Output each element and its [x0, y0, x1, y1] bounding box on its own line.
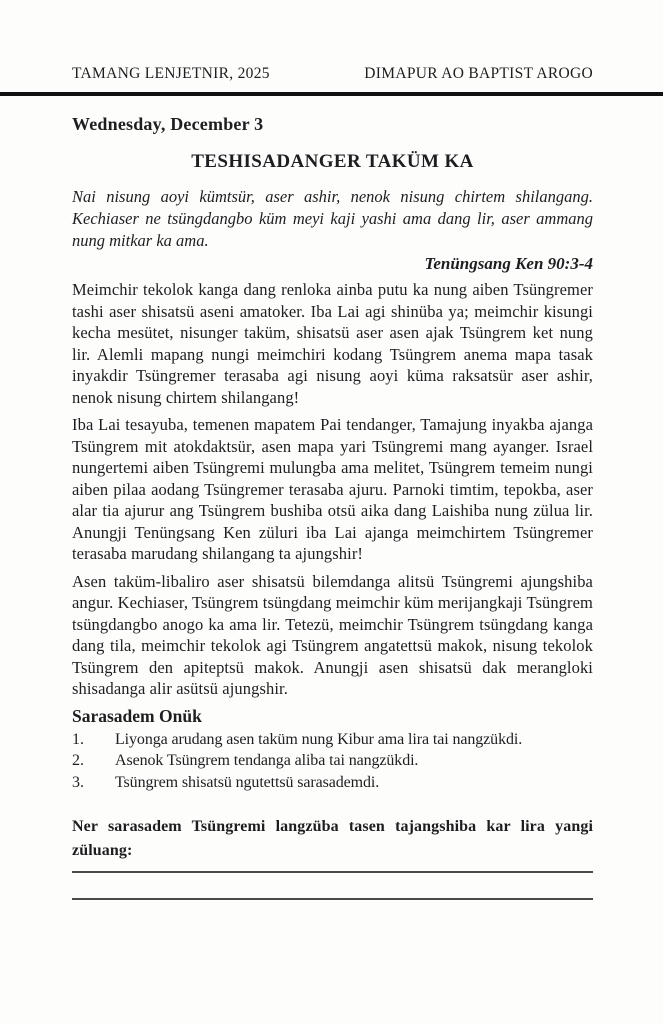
item-text: Tsüngrem shisatsü ngutettsü sarasademdi. [115, 773, 380, 791]
date-heading: Wednesday, December 3 [72, 114, 264, 134]
list-item [72, 750, 593, 772]
devotion-paragraph-1: Meimchir tekolok kanga dang renloka ainba putu ka nung aiben Tsüngremer tashi aser shisatsü aseni amatoker. Iba Lai agi shinüba ya; meimchir kisungi kecha mesütet, nisunger taküm, shisatsü aser asen ajak Tsüngrem ket nung lir. Alemli mapang nungi meimchiri kodang Tsüngrem anema mapa tasak inyakdir Tsüngremer terasaba agi nisung aoyi küma raksatsür aser ashir, nenok nisung chirtem shilangang! [72, 280, 593, 407]
devotion-paragraph-2: Iba Lai tesayuba, temenen mapatem Pai tendanger, Tamajung inyakba ajanga Tsüngrem mit atokdaktsür, asen mapa yari Tsüngremi mang ayanger. Israel nungertemi aiben Tsüngremi mulungba ama melitet, Tsüngrem temeim nungi aiben pilaa aodang Tsüngremer terasaba ajuru. Parnoki timtim, tepokba, aser alar tia ajurur ang Tsüngrem bushiba otsü aika dang Laishiba nung zülua lir. Anungji Tenüngsang Ken züluri iba Lai ajanga meimchirtem Tsüngremer terasaba marudang shilangang ta ajungshir! [72, 415, 593, 563]
list-item [72, 772, 593, 794]
writing-line-1 [72, 871, 593, 873]
reflection-heading: Sarasadem Onük [72, 705, 202, 726]
item-text: Asenok Tsüngrem tendanga aliba tai nangzükdi. [115, 752, 419, 769]
response-prompt: Ner sarasadem Tsüngremi langzüba tasen tajangshiba kar lira yangi züluang: [72, 818, 593, 859]
item-number: 2. [72, 752, 84, 769]
item-number: 3. [72, 773, 84, 791]
item-text: Liyonga arudang asen taküm nung Kibur ama lira tai nangzükdi. [115, 730, 523, 748]
devotion-title: TESHISADANGER TAKÜM KA [191, 151, 474, 172]
reflection-list [72, 729, 593, 794]
list-item [72, 729, 593, 751]
organization-name: DIMAPUR AO BAPTIST AROGO [364, 65, 593, 82]
writing-line-2 [72, 898, 593, 900]
journal-name: TAMANG LENJETNIR, 2025 [72, 65, 270, 82]
header-rule [0, 92, 663, 96]
devotion-paragraph-3: Asen taküm-libaliro aser shisatsü bilemdanga alitsü Tsüngremi ajungshiba angur. Kechiaser, Tsüngrem tsüngdang meimchir küm merijangkaji Tsüngrem tsüngdangbo anogo ka ama lir. Tetezü, meimchir Tsüngrem tsüngdang kanga dang tila, meimchir tekolok agi Tsüngrem angatettsü makok, nisung tekolok Tsüngrem den apiteptsü makok. Anungji asen shisatsü dak merangloki shisadanga alir asütsü ajungshir. [72, 571, 593, 698]
page-header [0, 64, 663, 83]
item-number: 1. [72, 730, 84, 748]
scripture-quote: Nai nisung aoyi kümtsür, aser ashir, nenok nisung chirtem shilangang. Kechiaser ne tsüngdangbo küm meyi kaji yashi ama dang lir, aser ammang nung mitkar ka ama. [72, 187, 593, 250]
scripture-reference: Tenüngsang Ken 90:3-4 [424, 254, 593, 273]
page-content [0, 113, 663, 900]
